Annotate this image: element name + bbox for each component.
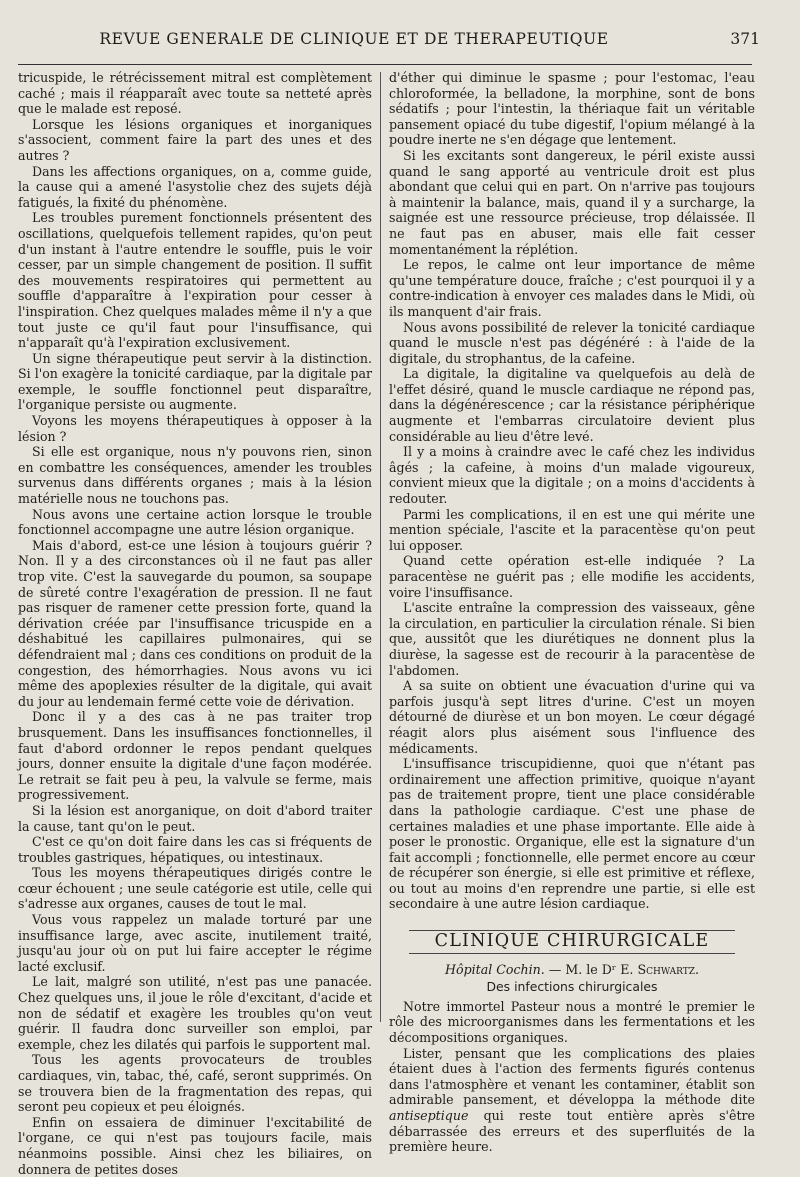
paragraph: Tous les moyens thérapeutiques dirigés contre le cœur échouent ; une seule catégorie est utile, celle qui s'adresse aux organes, causes de tout le mal.	[18, 865, 372, 912]
paragraph: Tous les agents provocateurs de troubles cardiaques, vin, tabac, thé, café, seront supprimés. On se trouvera bien de la fragmentation des repas, qui seront peu copieux et peu éloignés.	[18, 1052, 372, 1115]
paragraph: Vous vous rappelez un malade torturé par une insuffisance large, avec ascite, inutilement traité, jusqu'au jour où on put lui faire accepter le régime lacté exclusif.	[18, 912, 372, 974]
paragraph: Il y a moins à craindre avec le café chez les individus âgés ; la cafeine, à moins d'un malade vigoureux, convient mieux que la digitale ; on a moins d'accidents à redouter.	[389, 444, 755, 507]
paragraph: Si la lésion est anorganique, on doit d'abord traiter la cause, tant qu'on le peut.	[18, 802, 372, 834]
paragraph: C'est ce qu'on doit faire dans les cas si fréquents de troubles gastriques, hépatiques, ou intestinaux.	[18, 834, 372, 865]
paragraph: Lorsque les lésions organiques et inorganiques s'associent, comment faire la part des unes et des autres ?	[18, 116, 372, 163]
paragraph: Si les excitants sont dangereux, le péril existe aussi quand le sang apporté au ventricule droit est plus abondant que celui qui en part. On n'arrive pas toujours à maintenir la balance, mais, quand il y a surcharge, la saignée est une ressource précieuse, trop délaissée. Il ne faut pas en abuser, mais elle fait cesser momentanément la réplétion.	[389, 147, 755, 257]
paragraph: L'insuffisance triscupidienne, quoi que n'étant pas ordinairement une affection primitive, quoique n'ayant pas de traitement propre, tient une place considérable dans la pathologie cardiaque. C'est une phase de certaines maladies et une phase importante. Elle aide à poser le pronostic. Organique, elle est la signature d'un fait accompli ; fonctionnelle, elle permet encore au cœur de récupérer son énergie, si elle est primitive et réflexe, ou tout au moins d'en reprendre une partie, si elle est secondaire à une autre lésion cardiaque.	[389, 756, 755, 912]
page-number: 371	[730, 30, 760, 48]
running-title: REVUE GENERALE DE CLINIQUE ET DE THERAPEUTIQUE	[99, 30, 609, 48]
paragraph-text: qui reste tout entière après s'être débarrassée des erreurs et des superfluités de la première heure.	[389, 1108, 755, 1155]
paragraph: Notre immortel Pasteur nous a montré le premier le rôle des microorganismes dans les fermentations et les décompositions organiques.	[389, 998, 755, 1046]
paragraph: tricuspide, le rétrécissement mitral est complètement caché ; mais il réapparaît avec toute sa netteté après que le malade est reposé.	[18, 70, 372, 117]
paragraph: La digitale, la digitaline va quelquefois au delà de l'effet désiré, quand le muscle cardiaque ne répond pas, dans la dégénérescence ; car la résistance périphérique augmente et l'embarras circulatoire devient plus considérable au lieu d'être levé.	[389, 366, 755, 444]
paragraph: d'éther qui diminue le spasme ; pour l'estomac, l'eau chloroformée, la belladone, la morphine, sont de bons sédatifs ; pour l'intestin, la thériaque fait un véritable pansement opiacé du tube digestif, l'opium mélangé à la poudre inerte ne s'en dégage que lentement.	[389, 70, 755, 148]
byline-separator: — M. le Dʳ E.	[544, 961, 638, 977]
section-title: CLINIQUE CHIRURGICALE	[389, 930, 755, 954]
article-subtitle: Des infections chirurgicales	[486, 979, 658, 995]
paragraph: Un signe thérapeutique peut servir à la distinction. Si l'on exagère la tonicité cardiaque, par la digitale par exemple, le souffle fonctionnel peut disparaître, l'organique persiste ou augmente.	[18, 350, 372, 413]
paragraph: Nous avons possibilité de relever la tonicité cardiaque quand le muscle n'est pas dégénéré : à l'aide de la digitale, du strophantus, de la cafeine.	[389, 319, 755, 366]
paragraph: L'ascite entraîne la compression des vaisseaux, gêne la circulation, en particulier la circulation rénale. Si bien que, aussitôt que les diurétiques ne donnent plus la diurèse, la sagesse est de recourir à la paracentèse de l'abdomen.	[389, 600, 755, 678]
paragraph: Enfin on essaiera de diminuer l'excitabilité de l'organe, ce qui n'est pas toujours facile, mais néanmoins possible. Ainsi chez les biliaires, on donnera de petites doses	[18, 1114, 372, 1177]
paragraph: Donc il y a des cas à ne pas traiter trop brusquement. Dans les insuffisances fonctionnelles, il faut d'abord ordonner le repos pendant quelques jours, donner ensuite la digitale d'une façon modérée. Le retrait se fait peu à peu, la valvule se ferme, mais progressivement.	[18, 709, 372, 803]
paragraph: Mais d'abord, est-ce une lésion à toujours guérir ? Non. Il y a des circonstances où il ne faut pas aller trop vite. C'est la sauvegarde du poumon, sa soupape de sûreté contre l'exagération de pression. Il ne faut pas risquer de ramener cette pression forte, quand la dérivation créée par l'insuffisance tricuspide en a déshabitué les capillaires pulmonaires, qui se défendraient mal ; dans ces conditions on produit de la congestion, des hémorrhagies. Nous avons vu ici même des apoplexies résulter de la digitale, qui avait du jour au lendemain fermé cette voie de dérivation.	[18, 537, 372, 709]
paragraph: Si elle est organique, nous n'y pouvons rien, sinon en combattre les conséquences, amender les troubles survenus dans différents organes ; mais à la lésion matérielle nous ne touchons pas.	[18, 444, 372, 507]
paragraph: Le lait, malgré son utilité, n'est pas une panacée. Chez quelques uns, il joue le rôle d'excitant, d'acide et non de sédatif et exagère les troubles qu'on veut guérir. Il faudra donc surveiller son emploi, par exemple, chez les dilatés qui parfois le supportent mal.	[18, 974, 372, 1052]
doctor-name: Schwartz.	[637, 961, 699, 977]
paragraph: Le repos, le calme ont leur importance de même qu'une température douce, fraîche ; c'est pourquoi il y a contre-indication à envoyer ces malades dans le Midi, où ils manquent d'air frais.	[389, 257, 755, 319]
header-rule	[18, 64, 752, 65]
paragraph: Parmi les complications, il en est une qui mérite une mention spéciale, l'ascite et la paracentèse qu'on peut lui opposer.	[389, 506, 755, 553]
page-header	[18, 30, 760, 56]
paragraph: Nous avons une certaine action lorsque le trouble fonctionnel accompagne une autre lésion organique.	[18, 506, 372, 538]
emphasis-text: antiseptique	[389, 1108, 469, 1123]
paragraph: Les troubles purement fonctionnels présentent des oscillations, quelquefois tellement rapides, qu'on peut d'un instant à l'autre entendre le souffle, puis le voir cesser, par un simple changement de position. Il suffit des mouvements respiratoires qui permettent au souffle d'apparaître à l'expiration pour cesser à l'inspiration. Chez quelques malades même il n'y a que tout juste ce qu'il faut pour l'insuffisance, qui n'apparaît qu'à l'expiration exclusivement.	[18, 210, 372, 351]
column-divider	[380, 72, 381, 1022]
paragraph: Dans les affections organiques, on a, comme guide, la cause qui a amené l'asystolie chez des sujets déjà fatigués, la fixité du phénomène.	[18, 163, 372, 210]
hospital-name: Hôpital Cochin.	[445, 961, 545, 977]
left-column	[18, 70, 372, 1177]
paragraph	[389, 1046, 755, 1155]
byline	[389, 962, 755, 978]
paragraph-text: Lister, pensant que les complications des plaies étaient dues à l'action des ferments figurés contenus dans l'atmosphère et venant les contaminer, établit son admirable pansement, et développa la méthode dite	[389, 1045, 755, 1108]
paragraph: Quand cette opération est-elle indiquée ? La paracentèse ne guérit pas ; elle modifie les accidents, voire l'insuffisance.	[389, 553, 755, 600]
paragraph: Voyons les moyens thérapeutiques à opposer à la lésion ?	[18, 413, 372, 444]
right-column	[389, 70, 755, 1155]
paragraph: A sa suite on obtient une évacuation d'urine qui va parfois jusqu'à sept litres d'urine. C'est un moyen détourné de diurèse et un bon moyen. Le cœur dégagé réagit alors plus aisément sous l'influence des médicaments.	[389, 678, 755, 756]
